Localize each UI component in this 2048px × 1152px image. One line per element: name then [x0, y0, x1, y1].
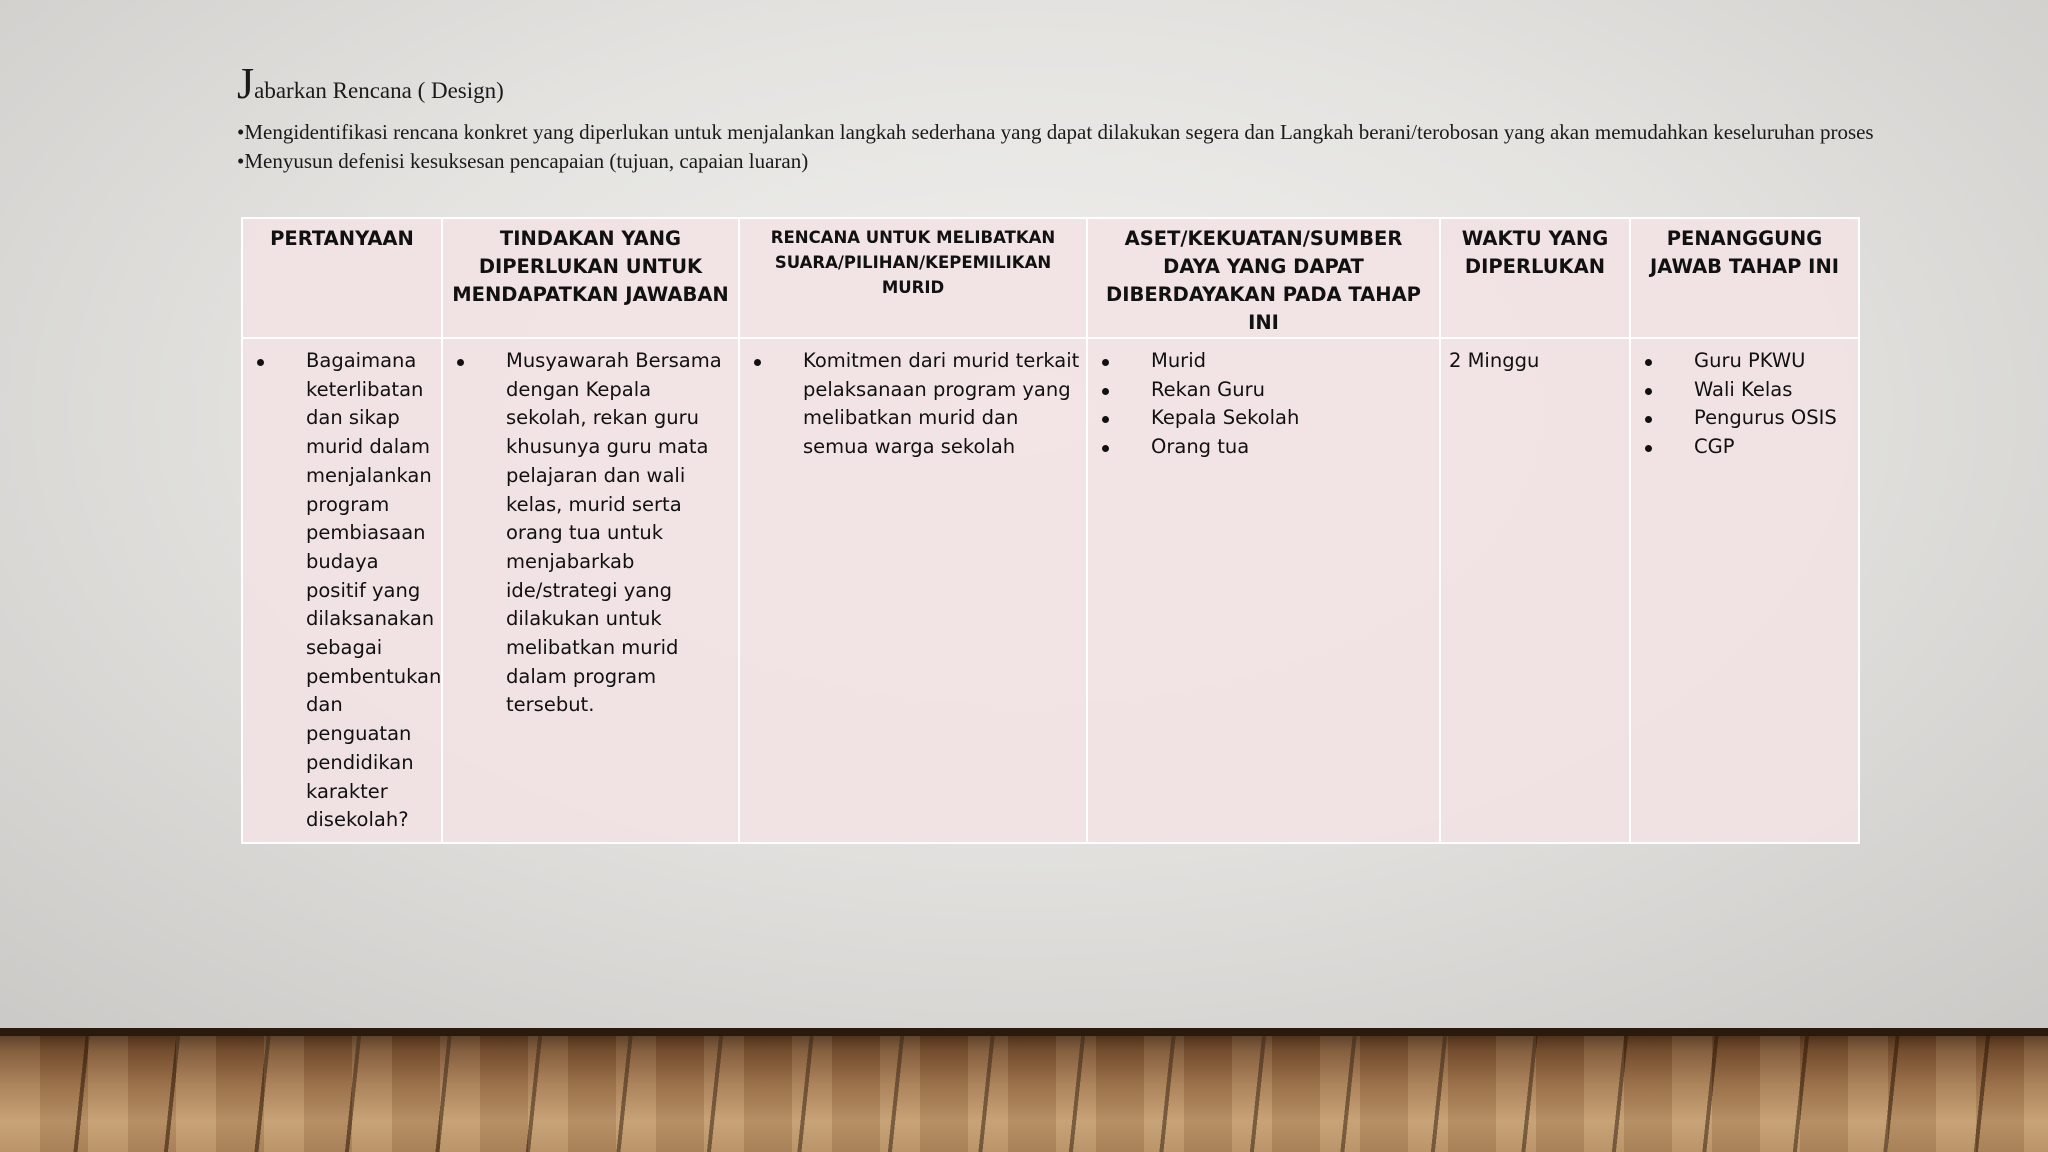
plan-table [241, 217, 1860, 844]
table-row [242, 338, 1859, 843]
bullet-dot [1645, 445, 1652, 452]
table-header-row [242, 218, 1859, 338]
bullet-dot [1645, 388, 1652, 395]
intro-bullet: •Menyusun defenisi kesuksesan pencapaian (tujuan, capaian luaran) [237, 149, 809, 173]
header-tindakan: TINDAKAN YANG DIPERLUKAN UNTUK MENDAPATKAN JAWABAN [442, 218, 739, 338]
bullet-dot [1102, 416, 1109, 423]
bullet-dot [257, 359, 264, 366]
wood-floor-image [0, 1028, 2048, 1152]
slide-title [237, 59, 504, 108]
bullet-dot [1645, 416, 1652, 423]
list-item [1094, 376, 1433, 405]
list-item [746, 347, 1080, 462]
list-item [1637, 376, 1852, 405]
bullet-dot [1102, 359, 1109, 366]
list-item-text: Guru PKWU [1694, 349, 1806, 372]
title-rest: abarkan Rencana ( Design) [254, 78, 504, 103]
floor-edge [0, 1028, 2048, 1036]
list-item [1094, 404, 1433, 433]
cell-tindakan [442, 338, 739, 843]
list-item [449, 347, 732, 720]
cell-waktu [1440, 338, 1630, 843]
header-aset: ASET/KEKUATAN/SUMBER DAYA YANG DAPAT DIBERDAYAKAN PADA TAHAP INI [1087, 218, 1440, 338]
title-initial: J [237, 59, 255, 108]
list-item-text: Musyawarah Bersama dengan Kepala sekolah, rekan guru khusunya guru mata pelajaran dan wali kelas, murid serta orang tua untuk menjabarkab ide/strategi yang dilakukan untuk melibatkan murid dalam program tersebut. [506, 349, 722, 717]
cell-pertanyaan [242, 338, 442, 843]
cell-rencana [739, 338, 1087, 843]
header-penanggung-jawab: PENANGGUNG JAWAB TAHAP INI [1630, 218, 1859, 338]
list-item-text: Kepala Sekolah [1151, 406, 1300, 430]
list-item-text: Orang tua [1151, 435, 1250, 459]
bullet-dot [1102, 388, 1109, 395]
list-item [1637, 347, 1852, 376]
bullet-dot [1102, 445, 1109, 452]
list-item [1094, 433, 1433, 462]
intro-bullets [237, 118, 2048, 176]
floor-plank-texture [0, 1028, 2048, 1152]
list-item [1637, 404, 1852, 433]
list-item-text: Rekan Guru [1151, 377, 1265, 401]
header-waktu: WAKTU YANG DIPERLUKAN [1440, 218, 1630, 338]
bullet-dot [457, 359, 464, 366]
header-rencana: RENCANA UNTUK MELIBATKAN SUARA/PILIHAN/KEPEMILIKAN MURID [739, 218, 1087, 338]
bullet-dot [1645, 359, 1652, 366]
bullet-dot [754, 359, 761, 366]
list-item [1094, 347, 1433, 376]
list-item-text: Pengurus OSIS [1694, 406, 1837, 430]
list-item [249, 347, 442, 835]
list-item [1637, 433, 1852, 462]
cell-penanggung-jawab [1630, 338, 1859, 843]
list-item-text: Wali Kelas [1694, 377, 1793, 401]
list-item-text: Murid [1151, 349, 1206, 372]
waktu-value: 2 Minggu [1449, 349, 1540, 372]
list-item-text: CGP [1694, 435, 1735, 459]
header-pertanyaan: PERTANYAAN [242, 218, 442, 338]
intro-bullet: •Mengidentifikasi rencana konkret yang diperlukan untuk menjalankan langkah sederhana yang dapat dilakukan segera dan Langkah berani/terobosan yang akan memudahkan keseluruhan proses [237, 120, 1874, 144]
list-item-text: Komitmen dari murid terkait pelaksanaan program yang melibatkan murid dan semua warga sekolah [803, 349, 1080, 459]
cell-aset [1087, 338, 1440, 843]
list-item-text: Bagaimana keterlibatan dan sikap murid dalam menjalankan program pembiasaan budaya positif yang dilaksanakan sebagai pembentukan dan penguatan pendidikan karakter disekolah? [306, 349, 442, 832]
